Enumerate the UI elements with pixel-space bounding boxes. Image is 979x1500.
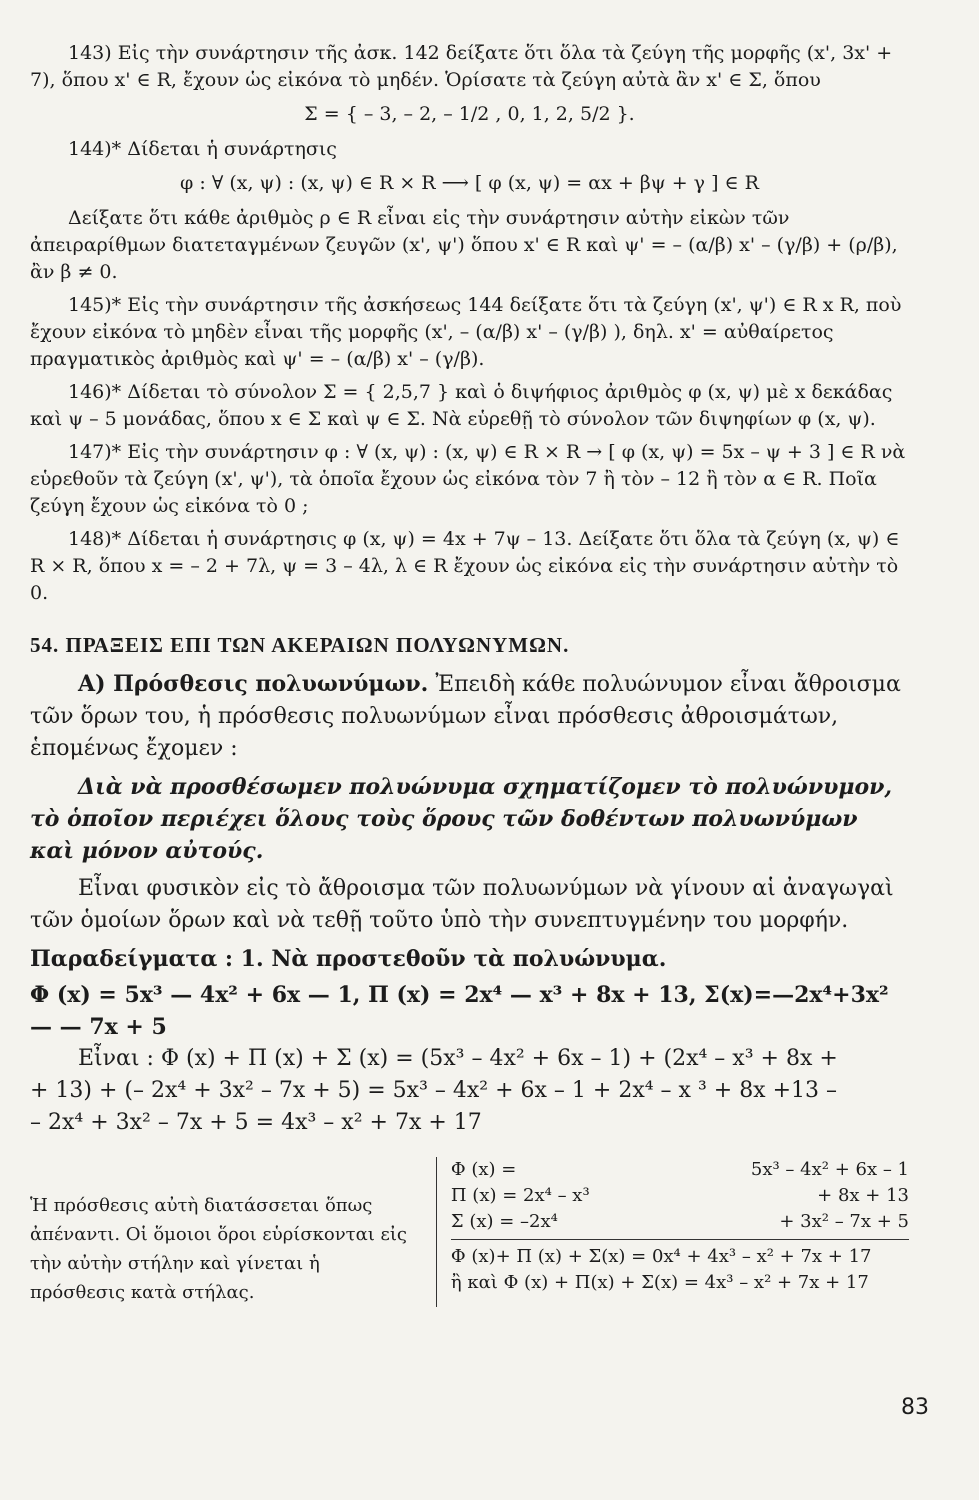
- exercise-145: 145)* Εἰς τὴν συνάρτησιν τῆς ἀσκήσεως 144 δείξατε ὅτι τὰ ζεύγη (x', ψ') ∈ R x R, ποὺ ἔχουν εἰκόνα τὸ μηδὲν εἶναι τῆς μορφῆς (x', – (α/β) x' – (γ/β) ), δηλ. x' = αὐθαίρετος πραγματικὸς ἀριθμὸς καὶ ψ' = – (α/β) x' – (γ/β).: [30, 294, 902, 370]
- table-row-rhs: 5x³ – 4x² + 6x – 1: [750, 1159, 909, 1180]
- intro-text: Ἐπειδὴ κάθε πολυώνυμον εἶναι ἄθροισμα τῶν ὅρων του, ἡ πρόσθεσις πολυωνύμων εἶναι πρόσθεσις ἀθροισμάτων, ἑπομένως ἔχομεν :: [30, 672, 901, 761]
- sum-divider: [451, 1239, 909, 1240]
- table-sum-2: ἢ καὶ Φ (x) + Π(x) + Σ(x) = 4x³ – x² + 7x + 17: [450, 1272, 869, 1293]
- exercise-144-map: φ : ∀ (x, ψ) : (x, ψ) ∈ R × R ⟶ [ φ (x, ψ) = αx + βψ + γ ] ∈ R: [180, 172, 759, 194]
- column-addition-table: [436, 1157, 909, 1307]
- calc-line-1: Εἶναι : Φ (x) + Π (x) + Σ (x) = (5x³ – 4x² + 6x – 1) + (2x⁴ – x³ + 8x +: [78, 1046, 838, 1071]
- table-row: [451, 1157, 909, 1183]
- exercise-148: 148)* Δίδεται ἡ συνάρτησις φ (x, ψ) = 4x + 7ψ – 13. Δείξατε ὅτι ὅλα τὰ ζεύγη (x, ψ) ∈ R × R, ὅπου x = – 2 + 7λ, ψ = 3 – 4λ, λ ∈ R ἔχουν ὡς εἰκόνα εἰς τὴν συνάρτησιν αὐτὴν τὸ 0.: [30, 528, 900, 604]
- column-addition-note: Ἡ πρόσθεσις αὐτὴ διατάσσεται ὅπως ἀπέναντι. Οἱ ὅμοιοι ὅροι εὑρίσκονται εἰς τὴν αὐτὴν στήλην καὶ γίνεται ἡ πρόσθεσις κατὰ στήλας.: [30, 1195, 408, 1303]
- examples-heading: Παραδείγματα : 1. Νὰ προστεθοῦν τὰ πολυώνυμα.: [30, 946, 667, 972]
- section-after: Εἶναι φυσικὸν εἰς τὸ ἄθροισμα τῶν πολυωνύμων νὰ γίνουν αἱ ἀναγωγαὶ τῶν ὁμοίων ὅρων καὶ νὰ τεθῇ τοῦτο ὑπὸ τὴν συνεπτυγμένην του μορφήν.: [30, 876, 894, 933]
- table-sum-row: [451, 1270, 909, 1296]
- table-row: [451, 1209, 909, 1235]
- table-sum-row: [451, 1244, 909, 1270]
- exercise-143-set: Σ = { – 3, – 2, – 1/2 , 0, 1, 2, 5/2 }.: [304, 103, 635, 125]
- table-row-rhs: + 8x + 13: [817, 1185, 909, 1206]
- table-row-lhs: Σ (x) = –2x⁴: [450, 1211, 558, 1232]
- section-intro: [30, 668, 909, 765]
- addition-rule: Διὰ νὰ προσθέσωμεν πολυώνυμα σχηματίζομεν τὸ πολυώνυμον, τὸ ὁποῖον περιέχει ὅλους τοὺς ὅρους τῶν δοθέντων πολυωνύμων καὶ μόνον αὐτούς.: [30, 774, 893, 864]
- examples-polynomials: Φ (x) = 5x³ — 4x² + 6x — 1, Π (x) = 2x⁴ — x³ + 8x + 13, Σ(x)=—2x⁴+3x²— — 7x + 5: [30, 982, 889, 1040]
- exercise-144-text: Δείξατε ὅτι κάθε ἀριθμὸς ρ ∈ R εἶναι εἰς τὴν συνάρτησιν αὐτὴν εἰκὼν τῶν ἀπειραρίθμων διατεταγμένων ζευγῶν (x', ψ') ὅπου x' ∈ R καὶ ψ' = – (α/β) x' – (γ/β) + (ρ/β), ἂν β ≠ 0.: [30, 207, 898, 283]
- subsection-heading: Α) Πρόσθεσις πολυωνύμων.: [78, 671, 429, 697]
- calc-line-3: – 2x⁴ + 3x² – 7x + 5 = 4x³ – x² + 7x + 17: [30, 1110, 482, 1135]
- page-number: 83: [901, 1395, 929, 1420]
- exercise-143: 143) Εἰς τὴν συνάρτησιν τῆς ἀσκ. 142 δείξατε ὅτι ὅλα τὰ ζεύγη τῆς μορφῆς (x', 3x' + 7), ὅπου x' ∈ R, ἔχουν ὡς εἰκόνα τὸ μηδέν. Ὁρίσατε τὰ ζεύγη αὐτὰ ἂν x' ∈ Σ, ὅπου: [30, 42, 893, 91]
- table-sum-1: Φ (x)+ Π (x) + Σ(x) = 0x⁴ + 4x³ – x² + 7x + 17: [450, 1246, 872, 1267]
- section-title: 54. ΠΡΑΞΕΙΣ ΕΠΙ ΤΩΝ ΑΚΕΡΑΙΩΝ ΠΟΛΥΩΝΥΜΩΝ.: [30, 633, 570, 657]
- table-row-lhs: Π (x) = 2x⁴ – x³: [450, 1185, 590, 1206]
- bottom-section: [30, 1157, 909, 1307]
- table-row-lhs: Φ (x) =: [450, 1159, 517, 1180]
- calc-line-2: + 13) + (– 2x⁴ + 3x² – 7x + 5) = 5x³ – 4x² + 6x – 1 + 2x⁴ – x ³ + 8x +13 –: [30, 1078, 838, 1103]
- exercise-147: 147)* Εἰς τὴν συνάρτησιν φ : ∀ (x, ψ) : (x, ψ) ∈ R × R → [ φ (x, ψ) = 5x – ψ + 3 ] ∈ R νὰ εὑρεθοῦν τὰ ζεύγη (x', ψ'), τὰ ὁποῖα ἔχουν ὡς εἰκόνα τὸν 7 ἢ τὸν – 12 ἢ τὸν α ∈ R. Ποῖα ζεύγη ἔχουν ὡς εἰκόνα τὸ 0 ;: [30, 441, 906, 517]
- table-row: [451, 1183, 909, 1209]
- exercise-146: 146)* Δίδεται τὸ σύνολον Σ = { 2,5,7 } καὶ ὁ διψήφιος ἀριθμὸς φ (x, ψ) μὲ x δεκάδας καὶ ψ – 5 μονάδας, ὅπου x ∈ Σ καὶ ψ ∈ Σ. Νὰ εὑρεθῇ τὸ σύνολον τῶν διψηφίων φ (x, ψ).: [30, 381, 893, 430]
- table-row-rhs: + 3x² – 7x + 5: [779, 1211, 909, 1232]
- exercise-144-head: 144)* Δίδεται ἡ συνάρτησις: [68, 138, 337, 160]
